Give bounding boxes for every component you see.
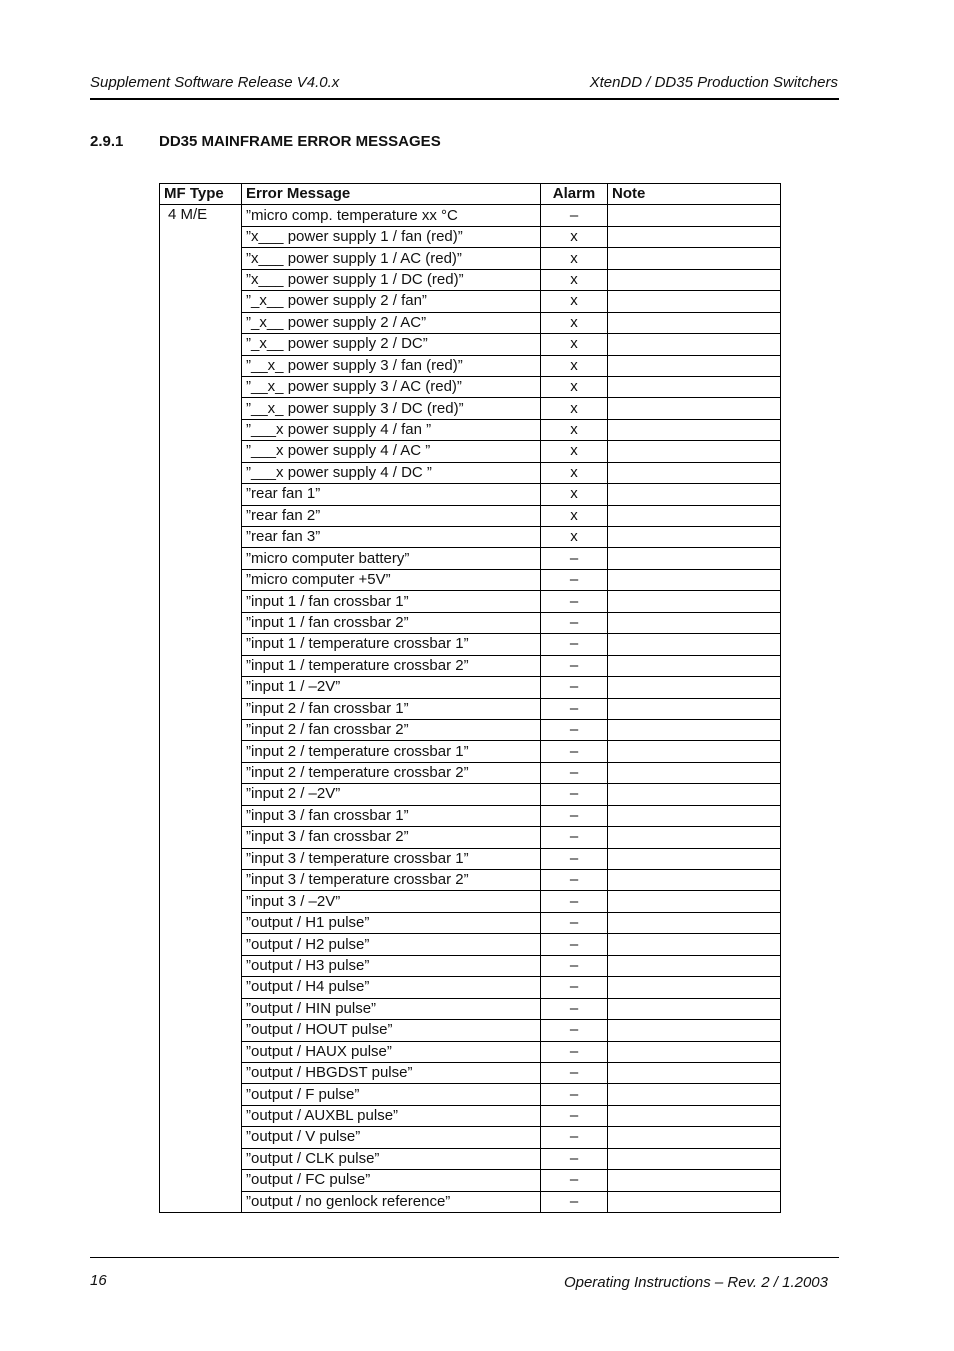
note-cell [608,441,781,462]
note-cell [608,291,781,312]
table-row [160,334,781,355]
note-cell [608,1084,781,1105]
note-cell [608,462,781,483]
note-cell [608,698,781,719]
mf-type-cell [160,912,242,933]
mf-type-cell [160,634,242,655]
mf-type-cell [160,355,242,376]
note-cell [608,719,781,740]
table-row [160,1041,781,1062]
table-row [160,1148,781,1169]
mf-type-cell [160,784,242,805]
alarm-cell: – [541,205,608,226]
table-row [160,1020,781,1041]
alarm-cell: x [541,527,608,548]
note-cell [608,419,781,440]
alarm-cell: x [541,505,608,526]
mf-type-cell [160,376,242,397]
table-row [160,1191,781,1212]
note-cell [608,1041,781,1062]
table-row [160,655,781,676]
error-message-cell: ”input 1 / fan crossbar 2” [242,612,541,633]
table-row [160,505,781,526]
mf-type-cell [160,398,242,419]
error-message-cell: ”input 1 / temperature crossbar 1” [242,634,541,655]
note-cell [608,527,781,548]
alarm-cell: – [541,1170,608,1191]
error-message-cell: ”input 3 / –2V” [242,891,541,912]
error-message-cell: ”__x_ power supply 3 / DC (red)” [242,398,541,419]
mf-type-cell [160,891,242,912]
mf-type-cell [160,462,242,483]
mf-type-cell [160,655,242,676]
table-row [160,934,781,955]
error-message-cell: ”input 3 / fan crossbar 2” [242,827,541,848]
table-row [160,719,781,740]
note-cell [608,1170,781,1191]
error-message-cell: ”___x power supply 4 / AC ” [242,441,541,462]
alarm-cell: – [541,677,608,698]
note-cell [608,1191,781,1212]
alarm-cell: x [541,441,608,462]
error-message-cell: ”x___ power supply 1 / AC (red)” [242,248,541,269]
alarm-cell: x [541,355,608,376]
alarm-cell: – [541,912,608,933]
alarm-cell: – [541,977,608,998]
note-cell [608,827,781,848]
column-header-note: Note [608,184,781,205]
error-message-cell: ”micro comp. temperature xx °C [242,205,541,226]
mf-type-cell [160,441,242,462]
table-row [160,462,781,483]
alarm-cell: – [541,1148,608,1169]
table-row [160,698,781,719]
alarm-cell: – [541,1084,608,1105]
note-cell [608,1127,781,1148]
note-cell [608,634,781,655]
mf-type-cell [160,1084,242,1105]
alarm-cell: – [541,1105,608,1126]
mf-type-cell [160,1020,242,1041]
table-row [160,891,781,912]
table-row [160,419,781,440]
mf-type-cell [160,1127,242,1148]
error-message-cell: ”input 2 / –2V” [242,784,541,805]
mf-type-cell [160,870,242,891]
mf-type-cell: 4 M/E [160,205,242,226]
error-message-cell: ”output / no genlock reference” [242,1191,541,1212]
alarm-cell: – [541,762,608,783]
mf-type-cell [160,934,242,955]
table-row [160,827,781,848]
note-cell [608,677,781,698]
alarm-cell: – [541,548,608,569]
mf-type-cell [160,741,242,762]
note-cell [608,269,781,290]
alarm-cell: x [541,398,608,419]
mf-type-cell [160,527,242,548]
error-message-cell: ”rear fan 1” [242,484,541,505]
mf-type-cell [160,248,242,269]
table-row [160,977,781,998]
alarm-cell: – [541,1041,608,1062]
alarm-cell: – [541,591,608,612]
note-cell [608,548,781,569]
mf-type-cell [160,1062,242,1083]
note-cell [608,848,781,869]
error-message-cell: ”___x power supply 4 / DC ” [242,462,541,483]
note-cell [608,998,781,1019]
alarm-cell: – [541,655,608,676]
mf-type-cell [160,827,242,848]
table-row [160,484,781,505]
mf-type-cell [160,484,242,505]
table-row [160,955,781,976]
error-message-cell: ”output / H4 pulse” [242,977,541,998]
error-message-cell: ”output / HBGDST pulse” [242,1062,541,1083]
alarm-cell: – [541,1062,608,1083]
header-rule [90,98,839,100]
note-cell [608,655,781,676]
mf-type-cell [160,698,242,719]
alarm-cell: – [541,934,608,955]
note-cell [608,1148,781,1169]
table-row [160,269,781,290]
error-message-cell: ”output / H1 pulse” [242,912,541,933]
error-message-cell: ”x___ power supply 1 / fan (red)” [242,226,541,247]
running-footer-right: Operating Instructions – Rev. 2 / 1.2003 [563,1274,828,1291]
page-number: 16 [90,1272,107,1289]
note-cell [608,977,781,998]
table-row [160,1170,781,1191]
table-row [160,226,781,247]
note-cell [608,355,781,376]
column-header-mf-type: MF Type [160,184,242,205]
mf-type-cell [160,1170,242,1191]
alarm-cell: x [541,248,608,269]
alarm-cell: – [541,870,608,891]
error-message-cell: ”micro computer +5V” [242,569,541,590]
error-message-cell: ”__x_ power supply 3 / fan (red)” [242,355,541,376]
mf-type-cell [160,677,242,698]
table-row [160,1062,781,1083]
table-row [160,741,781,762]
alarm-cell: – [541,1191,608,1212]
table-row [160,548,781,569]
table-row [160,848,781,869]
mf-type-cell [160,569,242,590]
column-header-alarm: Alarm [541,184,608,205]
note-cell [608,870,781,891]
note-cell [608,334,781,355]
note-cell [608,226,781,247]
table-row [160,634,781,655]
alarm-cell: – [541,891,608,912]
note-cell [608,569,781,590]
alarm-cell: – [541,1020,608,1041]
note-cell [608,912,781,933]
alarm-cell: – [541,827,608,848]
alarm-cell: – [541,634,608,655]
table-row [160,355,781,376]
running-header-right: XtenDD / DD35 Production Switchers [589,74,838,91]
note-cell [608,312,781,333]
table-row [160,1084,781,1105]
mf-type-cell [160,762,242,783]
alarm-cell: x [541,269,608,290]
alarm-cell: x [541,484,608,505]
table-row [160,677,781,698]
error-message-cell: ”input 1 / fan crossbar 1” [242,591,541,612]
mf-type-cell [160,334,242,355]
section-title: DD35 MAINFRAME ERROR MESSAGES [159,133,441,150]
error-message-cell: ”output / F pulse” [242,1084,541,1105]
error-message-cell: ”_x__ power supply 2 / fan” [242,291,541,312]
mf-type-cell [160,548,242,569]
note-cell [608,591,781,612]
note-cell [608,1105,781,1126]
alarm-cell: x [541,226,608,247]
note-cell [608,741,781,762]
error-message-cell: ”micro computer battery” [242,548,541,569]
alarm-cell: x [541,291,608,312]
error-message-cell: ”input 2 / fan crossbar 2” [242,719,541,740]
mf-type-cell [160,419,242,440]
alarm-cell: x [541,376,608,397]
alarm-cell: x [541,419,608,440]
mf-type-cell [160,226,242,247]
note-cell [608,934,781,955]
error-message-cell: ”output / AUXBL pulse” [242,1105,541,1126]
alarm-cell: – [541,1127,608,1148]
error-message-cell: ”input 2 / temperature crossbar 2” [242,762,541,783]
mf-type-cell [160,612,242,633]
note-cell [608,762,781,783]
mf-type-cell [160,1041,242,1062]
note-cell [608,376,781,397]
table-row [160,205,781,226]
error-messages-table [159,183,781,1213]
mf-type-cell [160,505,242,526]
alarm-cell: – [541,719,608,740]
error-message-cell: ”input 1 / –2V” [242,677,541,698]
error-message-cell: ”output / HOUT pulse” [242,1020,541,1041]
error-message-cell: ”__x_ power supply 3 / AC (red)” [242,376,541,397]
note-cell [608,248,781,269]
table-row [160,591,781,612]
alarm-cell: – [541,998,608,1019]
table-row [160,762,781,783]
error-message-cell: ”_x__ power supply 2 / DC” [242,334,541,355]
alarm-cell: x [541,312,608,333]
mf-type-cell [160,719,242,740]
mf-type-cell [160,848,242,869]
error-message-cell: ”input 3 / temperature crossbar 2” [242,870,541,891]
alarm-cell: – [541,955,608,976]
mf-type-cell [160,269,242,290]
mf-type-cell [160,1105,242,1126]
alarm-cell: – [541,741,608,762]
footer-rule [90,1257,839,1258]
error-message-cell: ”output / FC pulse” [242,1170,541,1191]
error-message-cell: ”output / HAUX pulse” [242,1041,541,1062]
table-row [160,912,781,933]
note-cell [608,955,781,976]
error-message-cell: ”input 3 / fan crossbar 1” [242,805,541,826]
alarm-cell: – [541,612,608,633]
error-message-cell: ”_x__ power supply 2 / AC” [242,312,541,333]
error-message-cell: ”output / H3 pulse” [242,955,541,976]
mf-type-cell [160,1148,242,1169]
note-cell [608,505,781,526]
table-row [160,1127,781,1148]
table-row [160,312,781,333]
note-cell [608,398,781,419]
error-message-cell: ”input 2 / temperature crossbar 1” [242,741,541,762]
note-cell [608,205,781,226]
table-row [160,527,781,548]
table-header-row [160,184,781,205]
mf-type-cell [160,955,242,976]
error-message-cell: ”input 2 / fan crossbar 1” [242,698,541,719]
table-row [160,441,781,462]
table-row [160,784,781,805]
table-row [160,998,781,1019]
alarm-cell: – [541,848,608,869]
mf-type-cell [160,291,242,312]
note-cell [608,484,781,505]
alarm-cell: – [541,569,608,590]
alarm-cell: x [541,462,608,483]
error-message-cell: ”input 3 / temperature crossbar 1” [242,848,541,869]
error-message-cell: ”x___ power supply 1 / DC (red)” [242,269,541,290]
table-row [160,398,781,419]
note-cell [608,612,781,633]
note-cell [608,784,781,805]
table-row [160,291,781,312]
running-header-left: Supplement Software Release V4.0.x [90,74,340,91]
error-message-cell: ”rear fan 3” [242,527,541,548]
mf-type-cell [160,977,242,998]
error-message-cell: ”output / V pulse” [242,1127,541,1148]
table-row [160,569,781,590]
error-message-cell: ”___x power supply 4 / fan ” [242,419,541,440]
mf-type-cell [160,1191,242,1212]
note-cell [608,1062,781,1083]
error-message-cell: ”output / H2 pulse” [242,934,541,955]
table-body [160,205,781,1213]
alarm-cell: – [541,805,608,826]
table-row [160,1105,781,1126]
table-row [160,612,781,633]
error-message-cell: ”output / HIN pulse” [242,998,541,1019]
note-cell [608,891,781,912]
table-row [160,805,781,826]
table-row [160,248,781,269]
error-message-cell: ”output / CLK pulse” [242,1148,541,1169]
alarm-cell: x [541,334,608,355]
mf-type-cell [160,805,242,826]
error-message-cell: ”rear fan 2” [242,505,541,526]
mf-type-cell [160,312,242,333]
alarm-cell: – [541,698,608,719]
table-row [160,870,781,891]
note-cell [608,805,781,826]
table-row [160,376,781,397]
mf-type-cell [160,998,242,1019]
section-number: 2.9.1 [90,133,124,150]
mf-type-cell [160,591,242,612]
note-cell [608,1020,781,1041]
error-message-cell: ”input 1 / temperature crossbar 2” [242,655,541,676]
column-header-error-message: Error Message [242,184,541,205]
alarm-cell: – [541,784,608,805]
